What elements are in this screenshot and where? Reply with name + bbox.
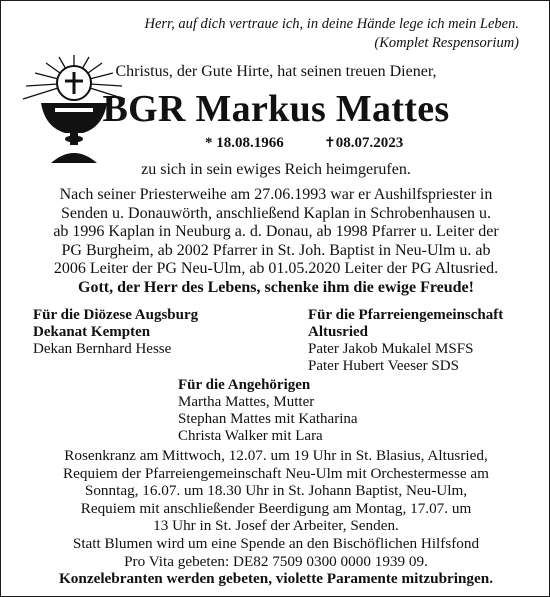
mourner-name: Pater Jakob Mukalel MSFS [308, 341, 474, 357]
called-home-line: zu sich in sein ewiges Reich heimgerufen. [141, 161, 411, 178]
mourners-diocese [33, 307, 198, 358]
cross-icon: ✝ [324, 135, 336, 151]
parish-heading: Für die Pfarreiengemeinschaft [308, 307, 504, 323]
mourner-name: Pater Hubert Veeser SDS [308, 358, 459, 374]
mourner-name: Christa Walker mit Lara [178, 428, 323, 444]
mourner-name: Dekan Bernhard Hesse [33, 341, 172, 357]
ceremony-line: Requiem der Pfarreiengemeinschaft Neu-Ulm mit Orchestermesse am [63, 464, 489, 482]
mourner-name: Stephan Mattes mit Katharina [178, 411, 358, 427]
parish-place-heading: Altusried [308, 324, 368, 340]
death-date: 08.07.2023 [335, 135, 404, 151]
mourners-family [178, 377, 358, 445]
ceremony-line: Rosenkranz am Mittwoch, 12.07. um 19 Uhr in St. Blasius, Altusried, [64, 447, 488, 464]
biography [1, 186, 550, 279]
death-date-group [324, 135, 403, 152]
ceremony-line: 13 Uhr in St. Josef der Arbeiter, Senden. [153, 517, 399, 535]
mourner-name: Martha Mattes, Mutter [178, 394, 315, 410]
deanery-heading: Dekanat Kempten [33, 324, 151, 340]
deceased-name: BGR Markus Mattes [102, 88, 450, 130]
mourners-parish [308, 307, 503, 375]
ceremony-line: Requiem mit anschließender Beerdigung am Montag, 17.07. um [80, 499, 472, 517]
closing-note: Konzelebranten werden gebeten, violette Paramente mitzubringen. [58, 570, 493, 588]
biography-line: Senden u. Donauwörth, anschließend Kaplan in Schrobenhausen u. [60, 204, 492, 222]
family-heading: Für die Angehörigen [178, 377, 311, 393]
ceremony-line: Sonntag, 16.07. um 18.30 Uhr in St. Johann Baptist, Neu-Ulm, [84, 482, 468, 500]
intro-line: Christus, der Gute Hirte, hat seinen treuen Diener, [115, 63, 437, 80]
bible-quote: Herr, auf dich vertraue ich, in deine Hände lege ich mein Leben. [144, 16, 519, 32]
biography-line: PG Burgheim, ab 2002 Pfarrer in St. Joh. Baptist in Neu-Ulm u. ab [61, 241, 491, 259]
biography-line: Nach seiner Priesterweihe am 27.06.1993 war er Aushilfspriester in [59, 186, 493, 203]
biography-line: ab 1996 Kaplan in Neuburg a. d. Donau, ab 1998 Pfarrer u. Leiter der [53, 223, 499, 240]
diocese-heading: Für die Diözese Augsburg [33, 307, 199, 323]
birth-date: * 18.08.1966 [205, 135, 284, 151]
quote-source: (Komplet Respensorium) [374, 35, 519, 51]
ceremony-line: Statt Blumen wird um eine Spende an den Bischöflichen Hilfsfond [72, 534, 480, 552]
blessing: Gott, der Herr des Lebens, schenke ihm die ewige Freude! [78, 279, 474, 296]
ceremony-line: Pro Vita gebeten: DE82 7509 0300 0000 1939 09. [124, 552, 428, 570]
ceremony-details [1, 447, 550, 588]
biography-line: 2006 Leiter der PG Neu-Ulm, ab 01.05.2020 Leiter der PG Altusried. [53, 260, 499, 277]
